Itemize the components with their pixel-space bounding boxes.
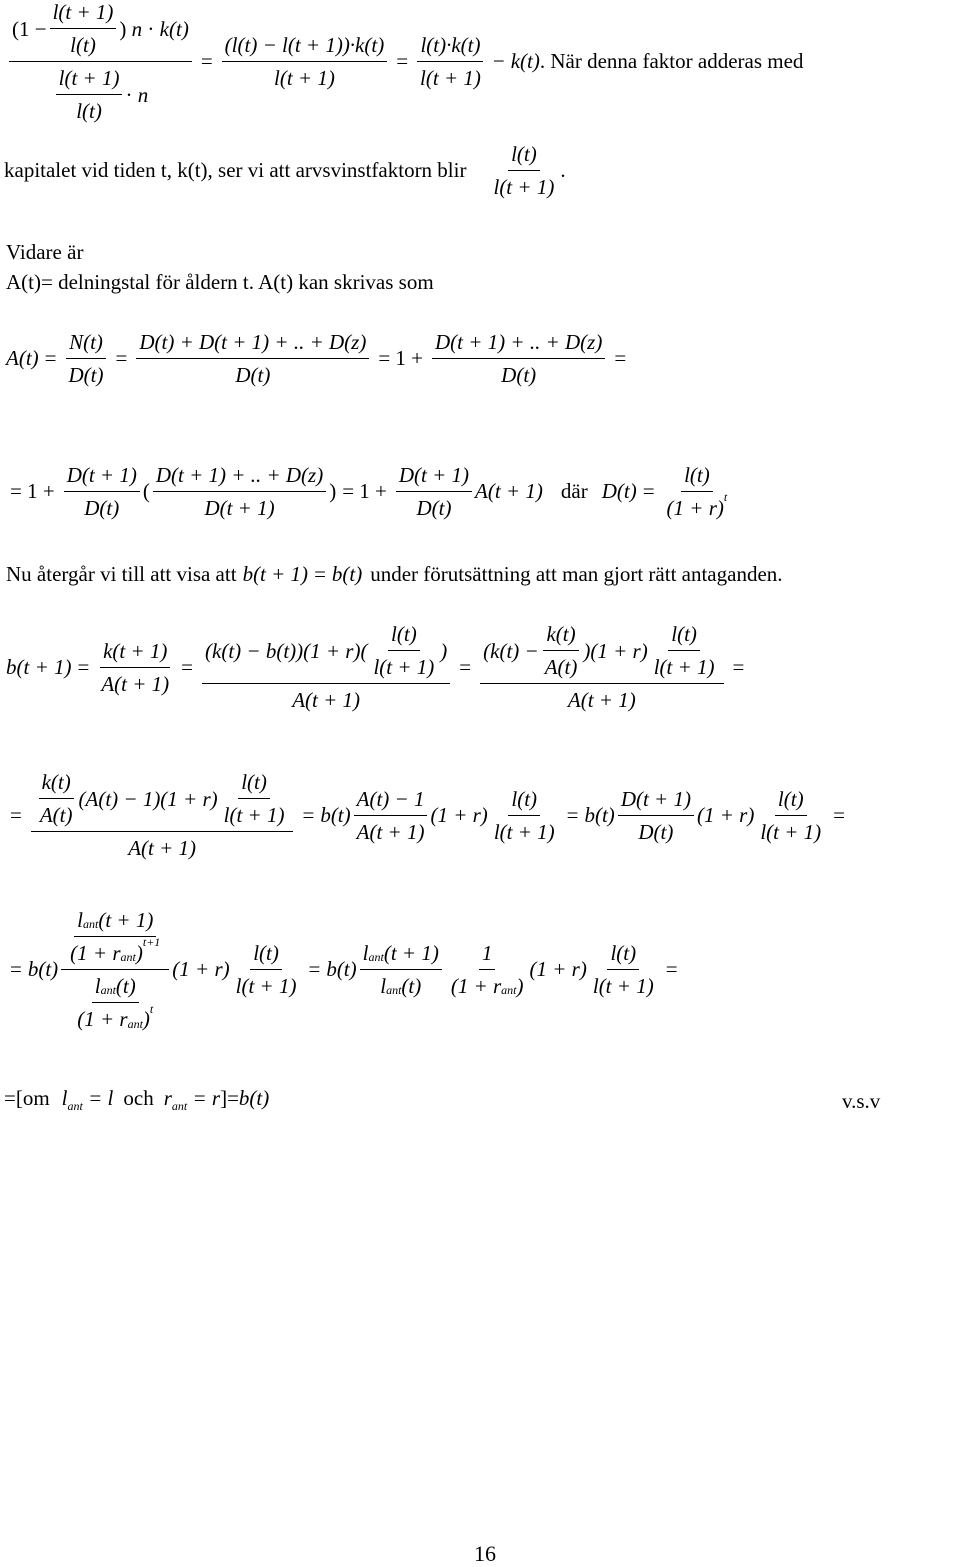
big-fraction: (1 − $\frac{l(t + 1)}{l(t)}$ ) n · k(t) $\frac{l(t + 1)}{l(t)}$ · n <box>9 0 192 124</box>
equation-b-step1: b(t + 1) = $\frac{k(t + 1)}{A(t + 1)}$ = (k(t) − b(t))(1 + r)( $\frac{l(t)}{l(t + 1)}$ ) A(t + 1) = (k(t) − $\frac{k(t)}{A(t)}$ )(1 + r) $\frac{l(t)}{l(t + 1)}$ A(t + 1) = <box>6 622 745 713</box>
equation-A-expansion: A(t) = $\frac{N(t)}{D(t)}$ = $\frac{D(t) + D(t + 1) + .. + D(z)}{D(t)}$ = 1 + $\frac{D(t + 1) + .. + D(z)}{D(t)}$ = <box>6 330 627 388</box>
dar-label: där <box>560 479 588 504</box>
vsv-label: v.s.v <box>842 1089 881 1113</box>
intro-line-text: . När denna faktor adderas med <box>539 49 804 74</box>
equation-arvsvinst-ratio: (1 − $\frac{l(t + 1)}{l(t)}$ ) n · k(t) $\frac{l(t + 1)}{l(t)}$ · n = $\frac{(l(t) - l(t + 1))\cdot k(t)}{l(t + 1)}$ = $\frac{l(t)\cdot k(t)}{l(t + 1)}$ − k(t) . När denna faktor adderas med <box>6 0 803 124</box>
line2-text: kapitalet vid tiden t, k(t), ser vi att arvsvinstfaktorn blir <box>4 158 467 183</box>
equation-A-recursive: = 1 + $\frac{D(t + 1)}{D(t)}$ ( $\frac{D(t + 1) + .. + D(z)}{D(t + 1)}$ ) = 1 + $\frac{D(t + 1)}{D(t)}$ A(t + 1) där D(t) = l(t) (1 + r) t <box>10 463 728 521</box>
fraction-3: $\frac{l(t)\cdot k(t)}{l(t + 1)}$ <box>417 33 484 90</box>
definition-line: A(t)= delningstal för åldern t. A(t) kan skrivas som <box>6 270 434 294</box>
fraction-2: $\frac{(l(t) - l(t + 1))\cdot k(t)}{l(t + 1)}$ <box>222 33 388 90</box>
page-number: 16 <box>474 1541 496 1566</box>
line-arvsvinstfaktor: kapitalet vid tiden t, k(t), ser vi att arvsvinstfaktorn blir $\frac{l(t)}{l(t + 1)}$ . <box>4 142 566 200</box>
equation-b-step2: = $\frac{k(t)}{A(t)}$ (A(t) − 1)(1 + r) $\frac{l(t)}{l(t + 1)}$ A(t + 1) = b(t) $\frac{A(t) - 1}{A(t + 1)}$ (1 + r) $\frac{l(t)}{l(t + 1)}$ = b(t) $\frac{D(t + 1)}{D(t)}$ (1 + r) $\frac{l(t)}{l(t + 1)}$ = <box>10 770 845 861</box>
vidare-label: Vidare är <box>6 240 84 264</box>
final-line: =[om $l_{ant} = l$ och $r_{ant} = r$ ]= b(t) <box>4 1086 270 1113</box>
equation-b-step3: = b(t) l ant (t + 1) (1 + r ant ) t+1 l ant (t) (1 + r ant ) t (1 + r) $\frac{l(t)}{l(t + 1)}$ = b(t) l ant (t + 1) l ant (t) 1 (1 + r ant ) (1 + r) $\frac{l(t)}{l(t + 1)}$ = <box>10 908 678 1032</box>
line-nu-atergar: Nu återgår vi till att visa att b(t + 1) = b(t) under förutsättning att man gjort rätt antaganden. <box>6 562 783 586</box>
arvsvinstfaktor-fraction: $\frac{l(t)}{l(t + 1)}$ <box>493 142 555 200</box>
